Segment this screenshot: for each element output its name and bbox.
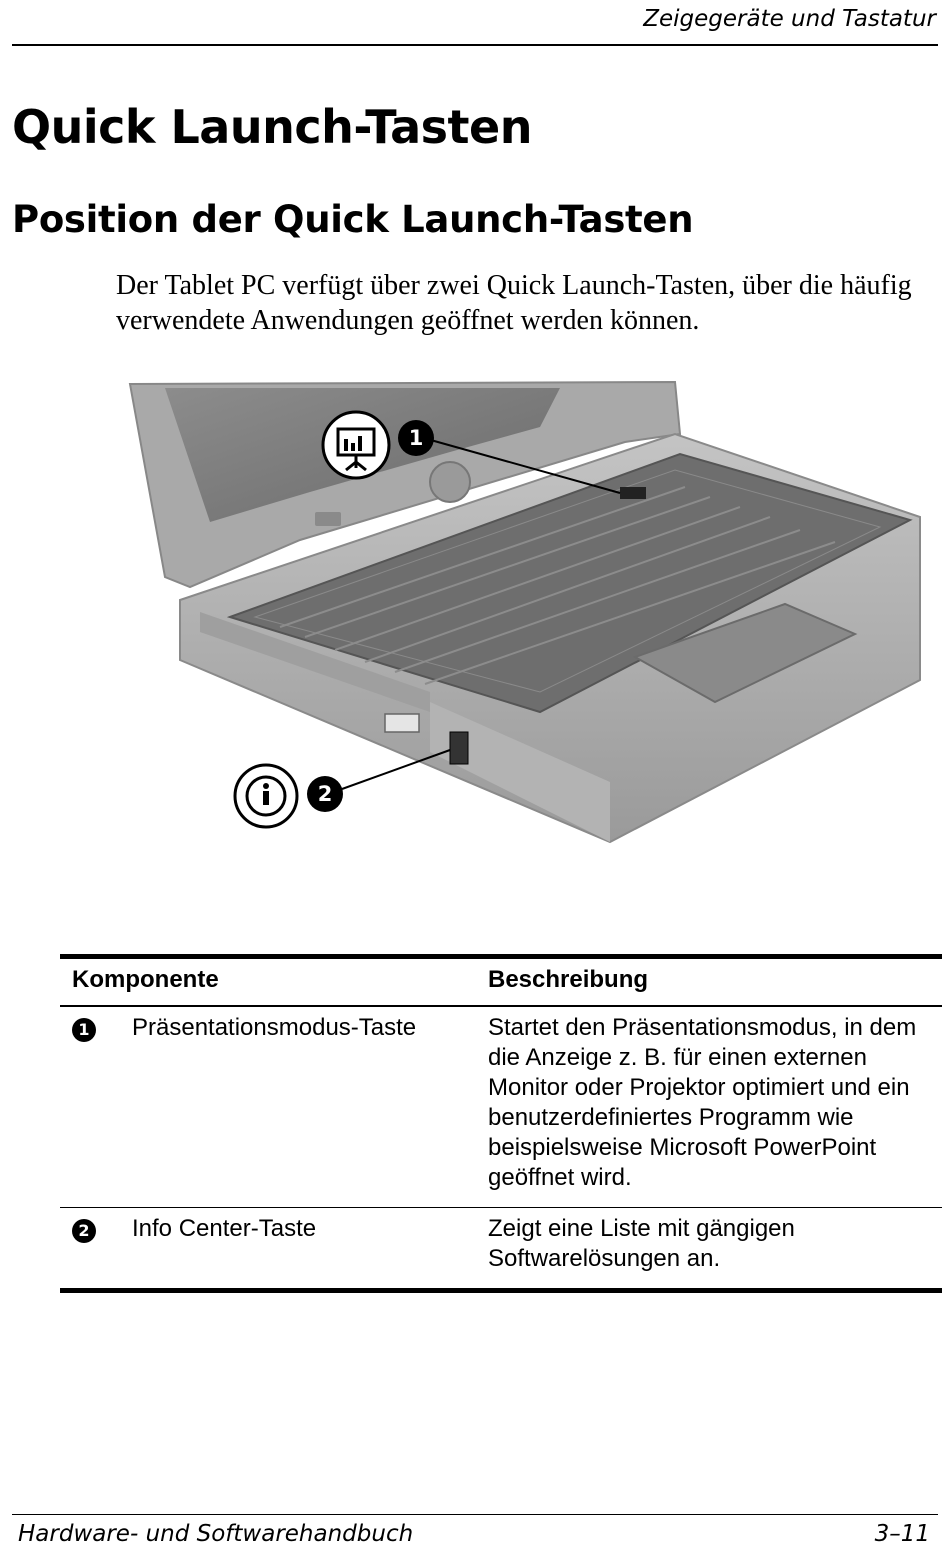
component-description: Startet den Präsentationsmodus, in dem die Anzeige z. B. für einen externen Monitor oder Projektor optimiert und ein benutzerdefiniertes Programm wie beispielsweise Microsoft PowerPoint geöffnet wird. — [488, 1014, 917, 1191]
presentation-icon — [323, 412, 389, 478]
page-header — [12, 0, 938, 46]
component-description: Zeigt eine Liste mit gängigen Softwarelösungen an. — [488, 1215, 795, 1272]
page-title: Quick Launch-Tasten — [12, 100, 532, 154]
callout-2-number: 2 — [317, 782, 333, 806]
presentation-button-graphic — [620, 487, 646, 499]
section-subtitle: Position der Quick Launch-Tasten — [12, 198, 694, 241]
info-center-button-graphic — [450, 732, 468, 764]
footer-book-title: Hardware- und Softwarehandbuch — [18, 1521, 414, 1547]
footer-page-number: 3–11 — [874, 1521, 930, 1547]
header-komponente: Komponente — [72, 966, 219, 993]
table-header-row — [60, 957, 942, 1007]
row-number: 2 — [72, 1219, 96, 1243]
header-beschreibung: Beschreibung — [488, 966, 649, 993]
laptop-drawing — [120, 372, 940, 852]
laptop-illustration — [120, 372, 940, 852]
component-name: Info Center-Taste — [132, 1215, 317, 1242]
callout-2 — [235, 750, 450, 827]
header-section-title: Zeigegeräte und Tastatur — [643, 6, 936, 32]
page-footer — [12, 1514, 938, 1555]
component-name: Präsentationsmodus-Taste — [132, 1014, 417, 1041]
table-row — [60, 1006, 942, 1208]
usb-port — [385, 714, 419, 732]
intro-paragraph: Der Tablet PC verfügt über zwei Quick Launch-Tasten, über die häufig verwendete Anwendungen geöffnet werden können. — [116, 270, 912, 336]
callout-1-number: 1 — [408, 426, 424, 450]
component-table — [60, 954, 942, 1293]
row-number: 1 — [72, 1018, 96, 1042]
table-row — [60, 1208, 942, 1291]
